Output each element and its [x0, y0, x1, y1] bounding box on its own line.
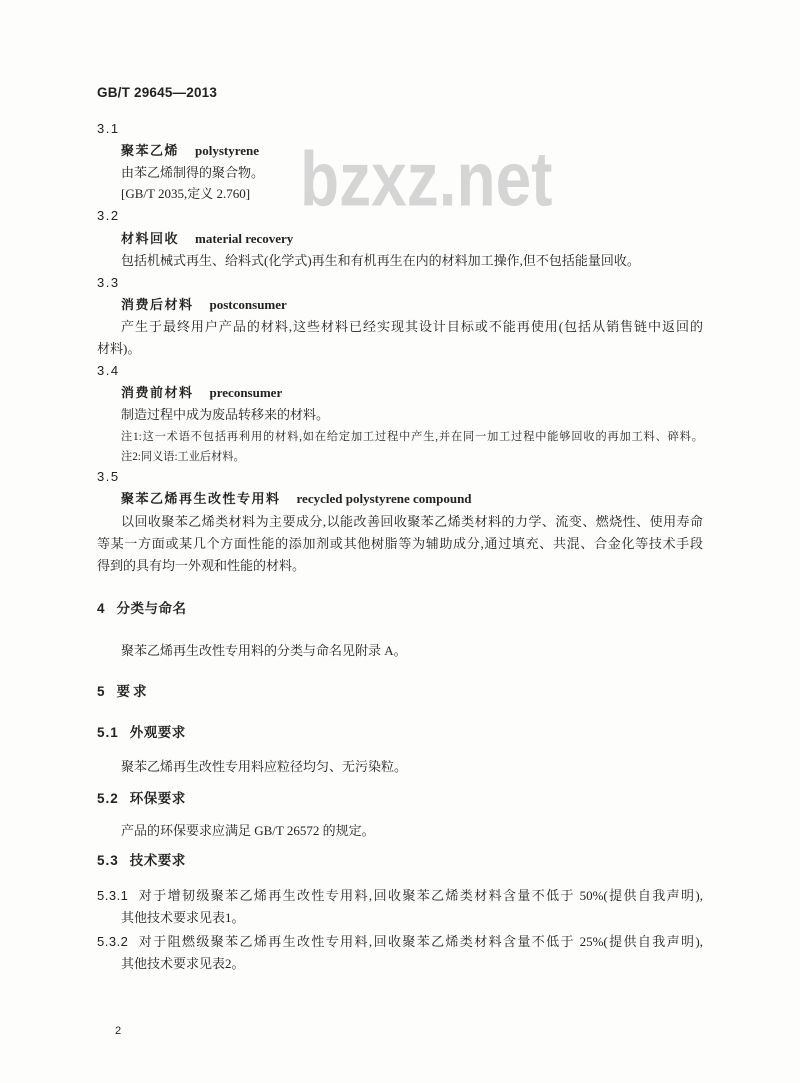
- term-note: 注2:同义语:工业后材料。: [121, 451, 245, 463]
- section-heading: [97, 682, 150, 702]
- term-definition-line: 制造过程中成为废品转移来的材料。: [121, 407, 330, 422]
- term-number: 3.4: [97, 363, 120, 378]
- term-name-zh: 消费前材料: [121, 385, 194, 400]
- clause-text: 对于阻燃级聚苯乙烯再生改性专用料,回收聚苯乙烯类材料含量不低于 25%(提供自我声明),: [137, 934, 703, 949]
- term-title: [121, 141, 259, 161]
- term-source: [GB/T 2035,定义 2.760]: [121, 186, 251, 201]
- term-number: 3.5: [97, 469, 120, 484]
- section-title: 分类与命名: [116, 601, 187, 616]
- term-number: 3.1: [97, 121, 120, 136]
- clause-line: [97, 932, 703, 952]
- term-title: [121, 383, 282, 403]
- subsection-body: 聚苯乙烯再生改性专用料应粒径均匀、无污染粒。: [121, 759, 408, 774]
- term-number: 3.2: [97, 208, 120, 223]
- subsection-title: 技术要求: [129, 853, 186, 868]
- subsection-number: 5.3: [97, 853, 119, 868]
- term-definition-line: 包括机械式再生、给料式(化学式)再生和有机再生在内的材料加工操作,但不包括能量回收。: [121, 253, 640, 268]
- section-number: 5: [97, 684, 106, 699]
- term-name-zh: 消费后材料: [121, 297, 194, 312]
- subsection-title: 外观要求: [129, 725, 186, 740]
- subsection-heading: [97, 789, 186, 809]
- clause-line: [97, 886, 703, 906]
- term-name-en: recycled polystyrene compound: [296, 491, 472, 506]
- term-name-zh: 聚苯乙烯: [121, 143, 180, 158]
- clause-text: 对于增韧级聚苯乙烯再生改性专用料,回收聚苯乙烯类材料含量不低于 50%(提供自我声明),: [137, 888, 703, 903]
- term-title: [121, 295, 287, 315]
- subsection-heading: [97, 723, 186, 743]
- term-definition-line: 以回收聚苯乙烯类材料为主要成分,以能改善回收聚苯乙烯类材料的力学、流变、燃烧性、使用寿命: [121, 514, 703, 529]
- term-note: 注1:这一术语不包括再利用的材料,如在给定加工过程中产生,并在同一加工过程中能够回收的再加工料、碎料。: [121, 431, 703, 443]
- section-body: 聚苯乙烯再生改性专用料的分类与命名见附录 A。: [121, 643, 407, 658]
- term-definition-line: 产生于最终用户产品的材料,这些材料已经实现其设计目标或不能再使用(包括从销售链中返回的: [121, 319, 703, 334]
- term-definition-line: 等某一方面或某几个方面性能的添加剂或其他树脂等为辅助成分,通过填充、共混、合金化等技术手段: [97, 536, 703, 551]
- term-name-zh: 聚苯乙烯再生改性专用料: [121, 491, 281, 506]
- subsection-title: 环保要求: [129, 791, 186, 806]
- watermark: bzxz.net: [300, 135, 553, 223]
- term-title: [121, 489, 472, 509]
- clause-number: 5.3.1: [97, 888, 129, 903]
- subsection-number: 5.2: [97, 791, 119, 806]
- term-name-zh: 材料回收: [121, 231, 180, 246]
- section-title: 要求: [116, 684, 150, 699]
- term-title: [121, 229, 293, 249]
- clause-number: 5.3.2: [97, 934, 129, 949]
- term-definition-line: 得到的具有均一外观和性能的材料。: [97, 558, 306, 573]
- term-name-en: preconsumer: [209, 385, 283, 400]
- term-number: 3.3: [97, 275, 120, 290]
- term-name-en: material recovery: [195, 231, 294, 246]
- subsection-body: 产品的环保要求应满足 GB/T 26572 的规定。: [121, 823, 375, 838]
- page-number: 2: [115, 1025, 122, 1037]
- section-heading: [97, 599, 187, 619]
- term-name-en: polystyrene: [195, 143, 260, 158]
- term-definition-line: 由苯乙烯制得的聚合物。: [121, 165, 265, 180]
- section-number: 4: [97, 601, 106, 616]
- subsection-heading: [97, 851, 186, 871]
- clause-text-line: 其他技术要求见表1。: [121, 910, 245, 925]
- term-definition-line: 材料)。: [97, 341, 141, 356]
- clause-text-line: 其他技术要求见表2。: [121, 956, 245, 971]
- term-name-en: postconsumer: [209, 297, 287, 312]
- standard-code-header: GB/T 29645—2013: [97, 85, 218, 100]
- subsection-number: 5.1: [97, 725, 119, 740]
